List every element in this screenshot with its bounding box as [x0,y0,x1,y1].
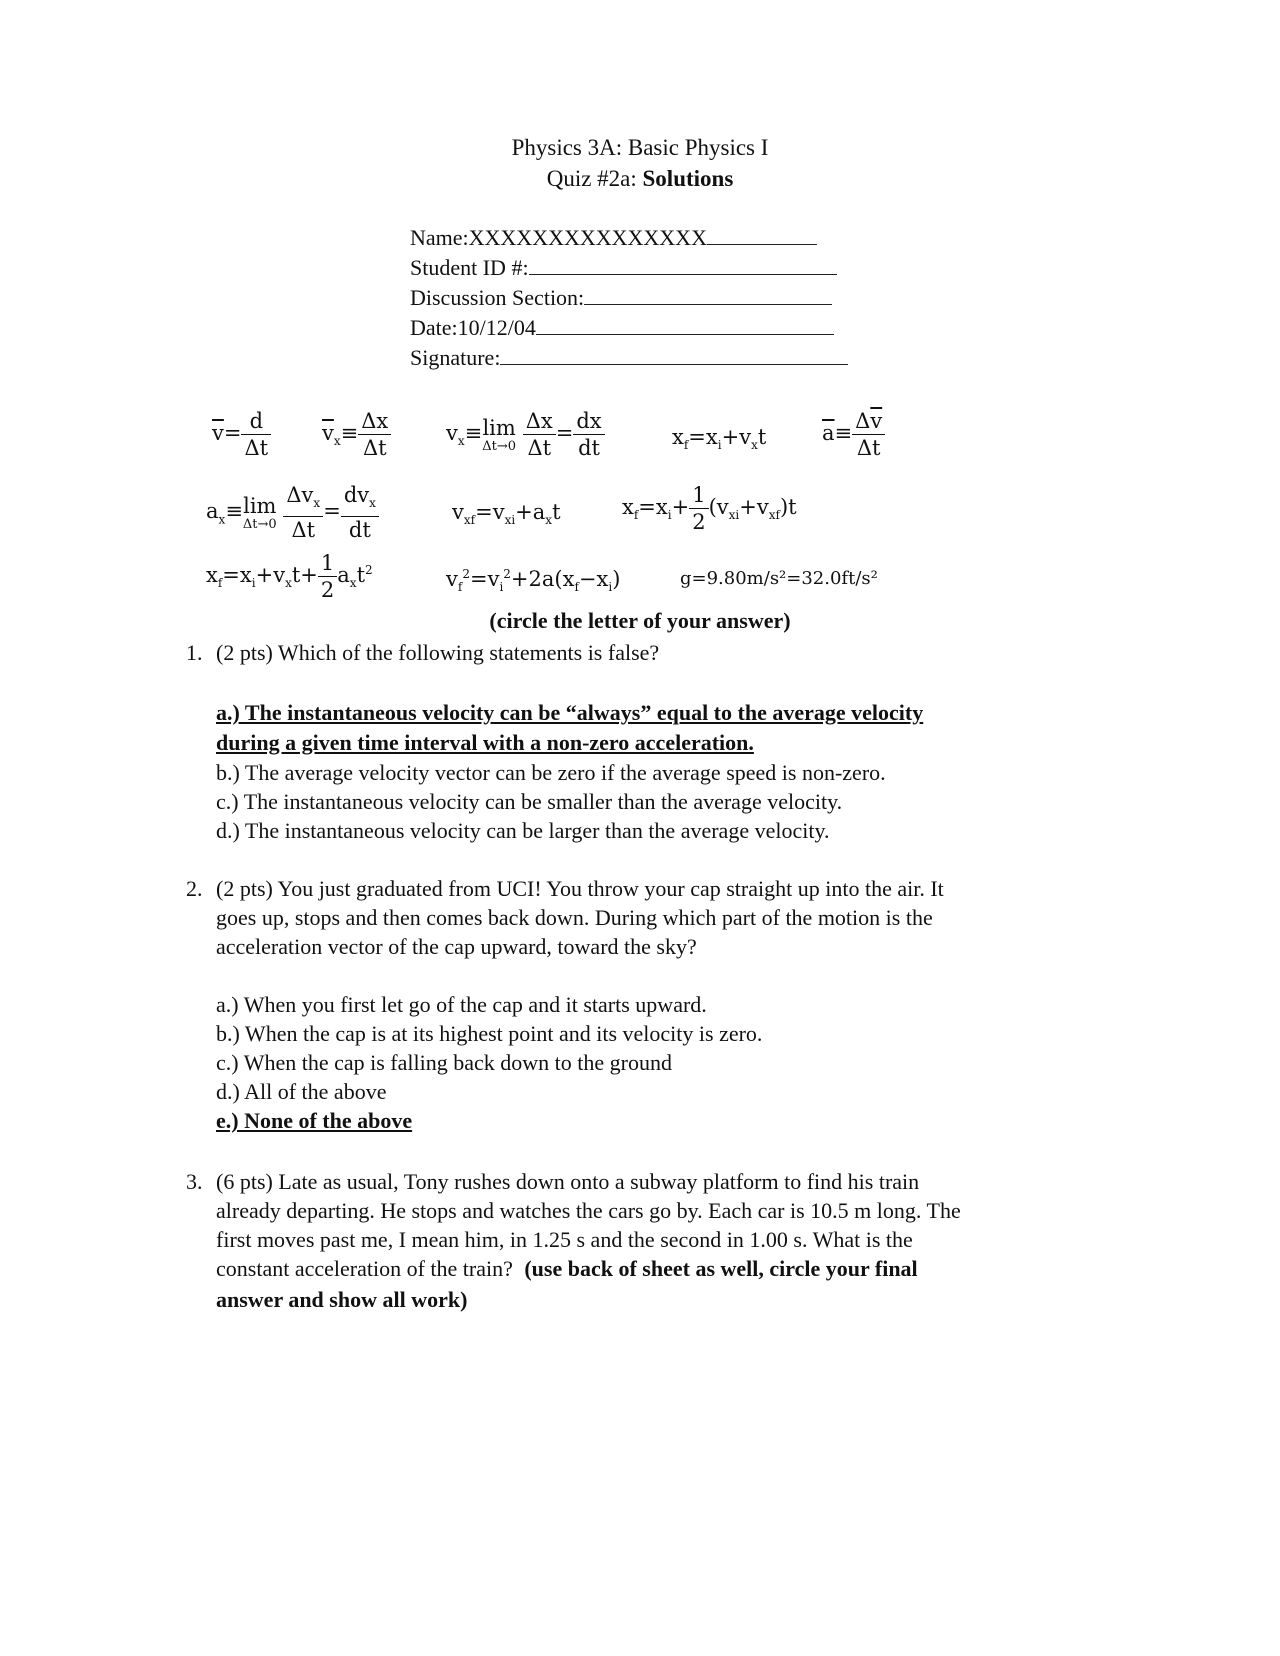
question-2-option-e[interactable]: e.) None of the above [216,1108,413,1133]
question-1 [186,638,659,668]
signature-field[interactable] [410,345,848,371]
formula-velocity-squared: $v_f^2=v_i^2+2a(x_f-x_i)$ [446,567,621,595]
formula-avg-velocity-x: $\overline{v}_x\equiv$ $\frac{\Delta x}{\Delta t}$ [322,408,391,461]
formula-position-const-a: $x_f=x_i+v_xt+$ $\frac{1}{2}$ $a_xt^2$ [206,551,373,602]
question-3-text-line-3: first moves past me, I mean him, in 1.25 s and the second in 1.00 s. What is the [216,1227,913,1252]
question-2-option-d[interactable]: d.) All of the above [216,1079,387,1104]
question-2-text-line-1: (2 pts) You just graduated from UCI! You throw your cap straight up into the air. It [216,876,944,901]
question-3-text-line-4-plain: constant acceleration of the train? [216,1256,513,1281]
question-1-text: (2 pts) Which of the following statements is false? [216,640,660,665]
question-1-number: 1. [186,640,203,665]
question-1-option-a-cont[interactable]: during a given time interval with a non-zero acceleration. [216,730,754,755]
question-1-option-c[interactable]: c.) The instantaneous velocity can be smaller than the average velocity. [216,789,843,814]
question-2-option-b[interactable]: b.) When the cap is at its highest point and its velocity is zero. [216,1021,763,1046]
question-2 [186,874,944,904]
formula-position-const-v: $x_f=x_i+v_xt$ [672,425,767,453]
quiz-title [0,166,1280,192]
question-1-option-b[interactable]: b.) The average velocity vector can be zero if the average speed is non-zero. [216,760,886,785]
question-2-text-line-3: acceleration vector of the cap upward, toward the sky? [216,934,697,959]
question-3-text-line-2: already departing. He stops and watches the cars go by. Each car is 10.5 m long. The [216,1198,961,1223]
question-3-instructions: (use back of sheet as well, circle your final [524,1256,918,1281]
discussion-label: Discussion Section: [410,285,585,310]
date-line [536,316,834,335]
question-1-option-d[interactable]: d.) The instantaneous velocity can be larger than the average velocity. [216,818,830,843]
question-3-text-line-1: (6 pts) Late as usual, Tony rushes down onto a subway platform to find his train [216,1169,920,1194]
student-id-line [529,256,837,275]
question-2-option-a[interactable]: a.) When you first let go of the cap and it starts upward. [216,992,707,1017]
signature-label: Signature: [410,345,501,370]
question-3-instructions-cont: answer and show all work) [216,1287,468,1312]
question-3-text-line-4 [216,1254,918,1284]
question-2-text-line-2: goes up, stops and then comes back down. During which part of the motion is the [216,905,933,930]
instructions: (circle the letter of your answer) [489,608,791,633]
student-id-field[interactable] [410,255,837,281]
formula-inst-accel: $a_x\equiv\lim$ Δt→0 $\frac{\Delta v_x}{\Delta t}$ = $\frac{dv_x}{dt}$ [206,482,379,543]
formula-position-avg-v: $x_f=x_i+$ $\frac{1}{2}$ $(v_{xi}+v_{xf})t$ [622,483,797,534]
date-field[interactable] [410,315,834,341]
question-3 [186,1167,919,1197]
formula-gravity: g=9.80m/s²=32.0ft/s² [680,568,878,589]
quiz-solutions: Solutions [642,166,734,191]
formula-avg-velocity: $\overline{v}=$ $\frac{d}{\Delta t}$ [212,408,271,461]
discussion-field[interactable] [410,285,832,311]
question-3-number: 3. [186,1169,203,1194]
date-label: Date:10/12/04 [410,315,536,340]
quiz-prefix: Quiz #2a: [546,166,637,191]
name-field[interactable] [410,225,817,251]
name-label: Name:XXXXXXXXXXXXXXX [410,225,707,250]
course-title: Physics 3A: Basic Physics I [511,135,769,160]
name-line [707,226,817,245]
discussion-line [584,286,832,305]
student-id-label: Student ID #: [410,255,529,280]
question-2-option-c[interactable]: c.) When the cap is falling back down to the ground [216,1050,672,1075]
signature-line [500,346,848,365]
question-2-number: 2. [186,876,203,901]
formula-inst-velocity: $v_x\equiv\lim$ Δt→0 $\frac{\Delta x}{\Delta t}$ = $\frac{dx}{dt}$ [446,408,605,461]
formula-avg-accel: $\overline{a}\equiv$ $\frac{\Delta\overline{v}}{\Delta t}$ [822,408,885,461]
question-1-option-a[interactable]: a.) The instantaneous velocity can be “always” equal to the average velocity [216,700,924,725]
formula-velocity-const-a: $v_{xf}=v_{xi}+a_xt$ [452,500,561,528]
